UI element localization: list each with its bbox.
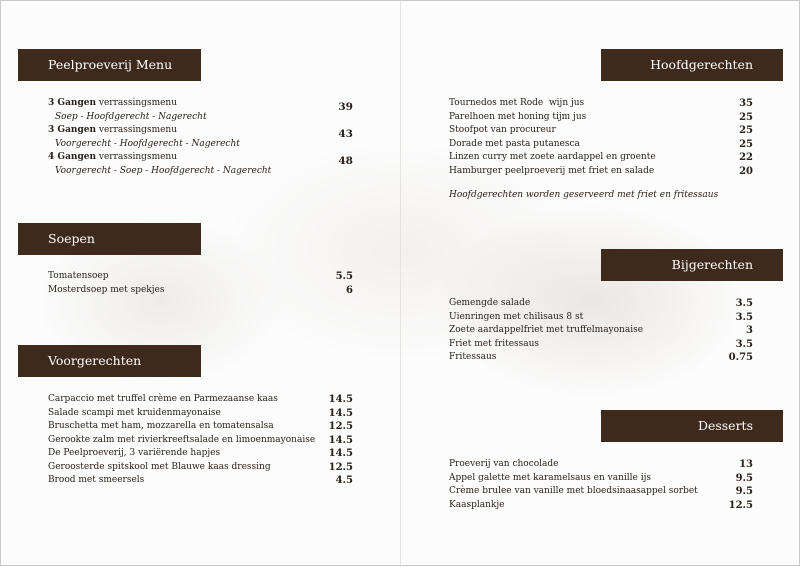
menu-entry-name: verrassingsmenu (96, 152, 178, 162)
item-price: 3.5 (735, 298, 753, 309)
item-price: 3.5 (735, 338, 753, 350)
menu-entry (48, 97, 353, 124)
item-price: 12.5 (728, 499, 753, 511)
list-item (449, 138, 753, 152)
item-price: 3 (746, 325, 753, 336)
item-price: 9.5 (735, 486, 753, 497)
list-item (449, 111, 753, 125)
page-fold (400, 1, 401, 567)
item-price: 14.5 (328, 407, 353, 419)
item-name: Stoofpot van procureur (449, 125, 556, 135)
item-name: Dorade met pasta putanesca (449, 138, 580, 149)
item-price: 4.5 (335, 475, 353, 486)
item-price: 25 (739, 111, 753, 123)
item-name: Mosterdsoep met spekjes (48, 284, 165, 295)
list-item (449, 297, 753, 311)
item-name: Kaasplankje (449, 499, 505, 510)
list-item (449, 338, 753, 352)
item-price: 22 (739, 152, 753, 163)
list-item (449, 351, 753, 365)
list-item (48, 420, 353, 434)
bijgerechten-list (449, 297, 753, 365)
item-name: Hamburger peelproeverij met friet en salade (449, 165, 655, 176)
list-item (449, 311, 753, 325)
hoofdgerechten-note: Hoofdgerechten worden geserveerd met friet en fritessaus (449, 190, 719, 200)
soepen-list (48, 270, 353, 297)
list-item (48, 461, 353, 475)
item-price: 35 (739, 98, 753, 109)
list-item (48, 474, 353, 488)
section-header-hoofdgerechten: Hoofdgerechten (601, 49, 783, 81)
item-price: 12.5 (328, 461, 353, 473)
section-header-bijgerechten: Bijgerechten (601, 249, 783, 281)
voorgerechten-list (48, 393, 353, 488)
menu-entry-name: verrassingsmenu (96, 98, 178, 108)
item-price: 3.5 (735, 311, 753, 323)
hoofdgerechten-list (449, 97, 753, 178)
list-item (449, 151, 753, 165)
item-name: De Peelproeverij, 3 variërende hapjes (48, 448, 221, 458)
list-item (449, 124, 753, 138)
menu-entry-courses-detail: Voorgerecht - Soep - Hoofdgerecht - Nagerecht (55, 165, 272, 176)
menu-entry-name: verrassingsmenu (96, 125, 178, 135)
section-header-soepen: Soepen (18, 223, 201, 255)
item-price: 25 (739, 125, 753, 136)
menu-entry (48, 151, 353, 178)
item-price: 20 (739, 165, 753, 177)
list-item (48, 447, 353, 461)
item-price: 14.5 (328, 394, 353, 405)
list-item (48, 270, 353, 284)
item-name: Bruschetta met ham, mozzarella en tomatensalsa (48, 421, 274, 431)
list-item (449, 499, 753, 513)
item-price: 14.5 (328, 434, 353, 446)
menu-entry (48, 124, 353, 151)
section-header-desserts: Desserts (601, 410, 783, 442)
item-name: Zoete aardappelfriet met truffelmayonaise (449, 325, 644, 335)
item-name: Friet met fritessaus (449, 338, 540, 349)
list-item (449, 97, 753, 111)
item-price: 25 (739, 138, 753, 150)
item-name: Salade scampi met kruidenmayonaise (48, 407, 221, 418)
item-name: Tournedos met Rode wijn jus (449, 98, 585, 108)
menu-entry-price: 48 (338, 155, 353, 167)
item-price: 9.5 (735, 472, 753, 484)
list-item (449, 165, 753, 179)
item-name: Linzen curry met zoete aardappel en groente (449, 152, 656, 162)
list-item (48, 393, 353, 407)
list-item (449, 472, 753, 486)
list-item (449, 458, 753, 472)
item-price: 5.5 (335, 271, 353, 282)
item-name: Appel galette met karamelsaus en vanille ijs (449, 472, 652, 483)
item-name: Fritessaus (449, 352, 497, 362)
menu-entry-courses-detail: Voorgerecht - Hoofdgerecht - Nagerecht (55, 138, 240, 149)
item-price: 12.5 (328, 421, 353, 432)
tasting-menu-list (48, 97, 353, 178)
menu-entry-courses: 3 Gangen (48, 125, 97, 135)
item-name: Tomatensoep (48, 271, 109, 281)
list-item (449, 324, 753, 338)
item-name: Geroosterde spitskool met Blauwe kaas dressing (48, 461, 271, 472)
item-price: 14.5 (328, 448, 353, 459)
item-name: Carpaccio met truffel crème en Parmezaanse kaas (48, 394, 278, 404)
item-name: Crème brulee van vanille met bloedsinaasappel sorbet (449, 486, 698, 496)
section-header-voorgerechten: Voorgerechten (18, 345, 201, 377)
item-name: Proeverij van chocolade (449, 459, 559, 469)
menu-entry-price: 43 (338, 128, 353, 140)
list-item (48, 407, 353, 421)
item-price: 6 (346, 284, 353, 296)
list-item (449, 485, 753, 499)
menu-entry-price: 39 (338, 101, 353, 113)
item-price: 13 (739, 459, 753, 470)
list-item (48, 434, 353, 448)
desserts-list (449, 458, 753, 512)
item-name: Gemengde salade (449, 298, 531, 308)
item-name: Uienringen met chilisaus 8 st (449, 311, 584, 322)
list-item (48, 284, 353, 298)
item-name: Gerookte zalm met rivierkreeftsalade en limoenmayonaise (48, 434, 316, 445)
menu-entry-courses: 4 Gangen (48, 152, 97, 162)
menu-entry-courses-detail: Soep - Hoofdgerecht - Nagerecht (55, 111, 207, 122)
item-name: Brood met smeersels (48, 475, 145, 485)
item-name: Parelhoen met honing tijm jus (449, 111, 587, 122)
menu-entry-courses: 3 Gangen (48, 98, 97, 108)
item-price: 0.75 (728, 352, 753, 363)
section-header-menu: Peelproeverij Menu (18, 49, 201, 81)
